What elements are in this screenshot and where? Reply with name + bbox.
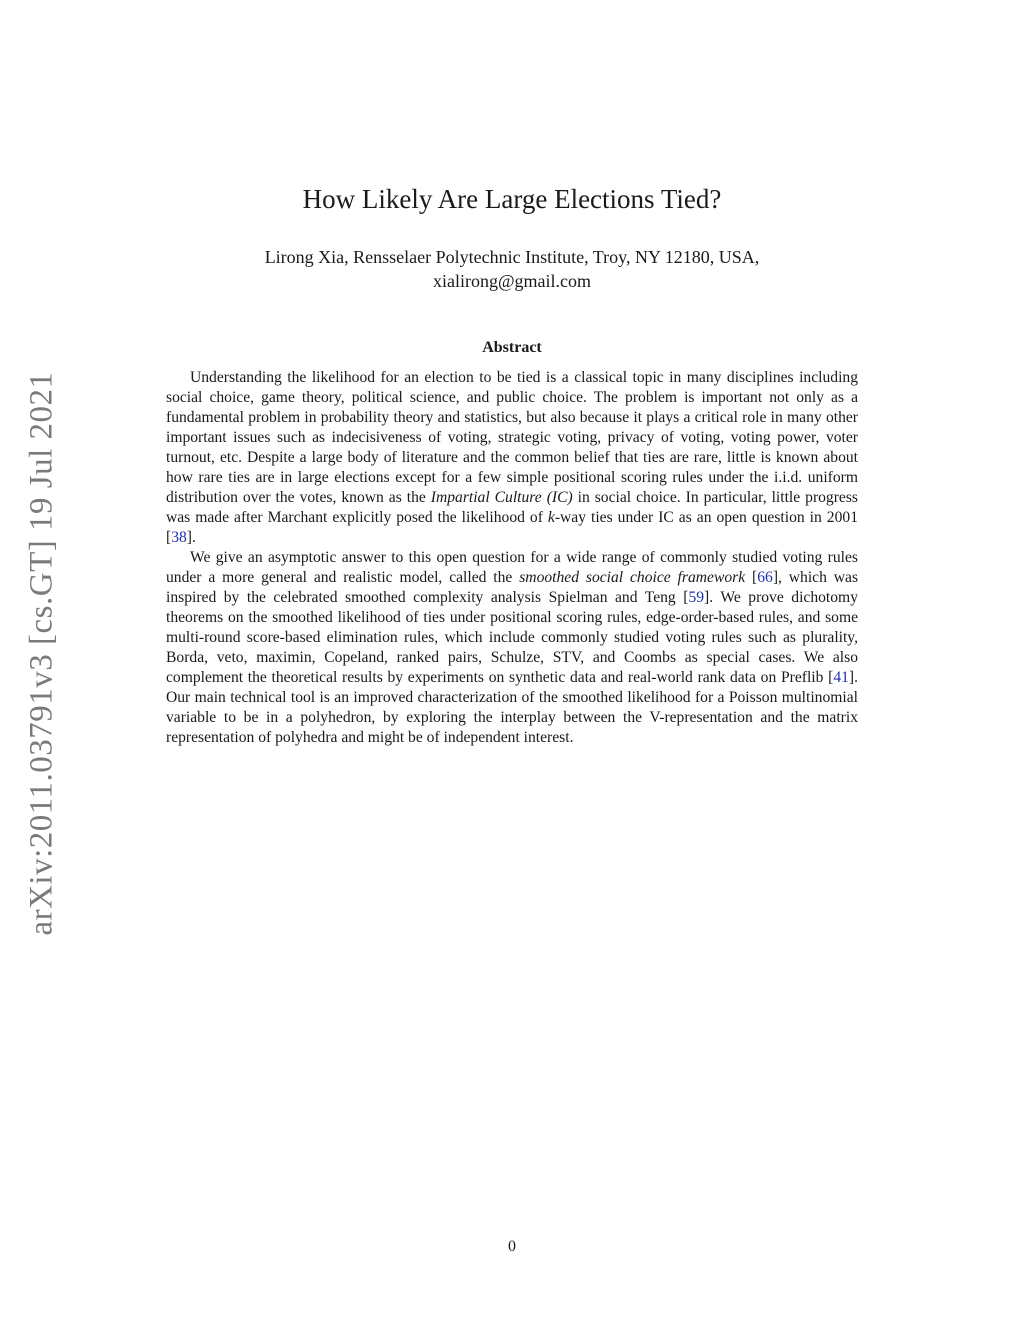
abstract-p2-text-d: ]. We prove dichotomy theorems on the smoothed likelihood of ties under positional scoring rules, edge-order-based rules, and some multi-round score-based elimination rules, which include commonly studied voting rules such as plurality, Borda, veto, maximin, Copeland, ranked pairs, Schulze, STV, and Coombs as special cases. We also complement the theoretical results by experiments on synthetic data and real-world rank data on Preflib [ (166, 589, 858, 686)
author-block (0, 245, 1024, 293)
citation-link-66[interactable]: 66 (757, 569, 773, 586)
abstract-paragraph-2 (166, 548, 858, 748)
abstract-p2-text-a: We give an asymptotic answer to this open question for a wide range of commonly studied voting rules under a more general and realistic model, called the (166, 549, 858, 586)
citation-link-41[interactable]: 41 (833, 669, 849, 686)
k-variable: k (547, 509, 555, 526)
abstract-paragraph-1 (166, 368, 858, 548)
paper-title: How Likely Are Large Elections Tied? (302, 184, 722, 214)
arxiv-stamp (12, 368, 72, 938)
abstract-body (166, 368, 858, 748)
impartial-culture-term: Impartial Culture (IC) (430, 489, 573, 506)
abstract-p2-text-b: [ (745, 569, 758, 586)
abstract-p2-text-e: ]. Our main technical tool is an improved characterization of the smoothed likelihood for a Poisson multinomial variable to be in a polyhedron, by exploring the interplay between the V-representation and the matrix representation of polyhedra and might be of independent interest. (166, 669, 858, 746)
page-number: 0 (508, 1238, 516, 1255)
abstract-p2-text-c: ], which was inspired by the celebrated smoothed complexity analysis Spielman and Teng [ (166, 569, 859, 606)
smoothed-framework-term: smoothed social choice framework (519, 569, 746, 586)
arxiv-identifier: arXiv:2011.03791v3 [cs.GT] 19 Jul 2021 (23, 370, 60, 936)
author-affiliation: Lirong Xia, Rensselaer Polytechnic Institute, Troy, NY 12180, USA, (264, 247, 760, 267)
abstract-p1-text-c: -way ties under IC as an open question in 2001 [ (166, 509, 858, 546)
abstract-p1-text-a: Understanding the likelihood for an election to be tied is a classical topic in many disciplines including social choice, game theory, political science, and public choice. The problem is important not only as a fundamental problem in probability theory and statistics, but also because it plays a critical role in many other important issues such as indecisiveness of voting, strategic voting, privacy of voting, voting power, voter turnout, etc. Despite a large body of literature and the common belief that ties are rare, little is known about how rare ties are in large elections except for a few simple positional scoring rules under the i.i.d. uniform distribution over the votes, known as the (166, 369, 858, 506)
citation-link-38[interactable]: 38 (171, 529, 187, 546)
abstract-heading: Abstract (482, 339, 542, 356)
abstract-p1-text-d: ]. (186, 529, 196, 546)
abstract-p1-text-b: in social choice. In particular, little progress was made after Marchant explicitly posed the likelihood of (166, 489, 858, 526)
citation-link-59[interactable]: 59 (688, 589, 705, 606)
author-email: xialirong@gmail.com (432, 271, 592, 291)
